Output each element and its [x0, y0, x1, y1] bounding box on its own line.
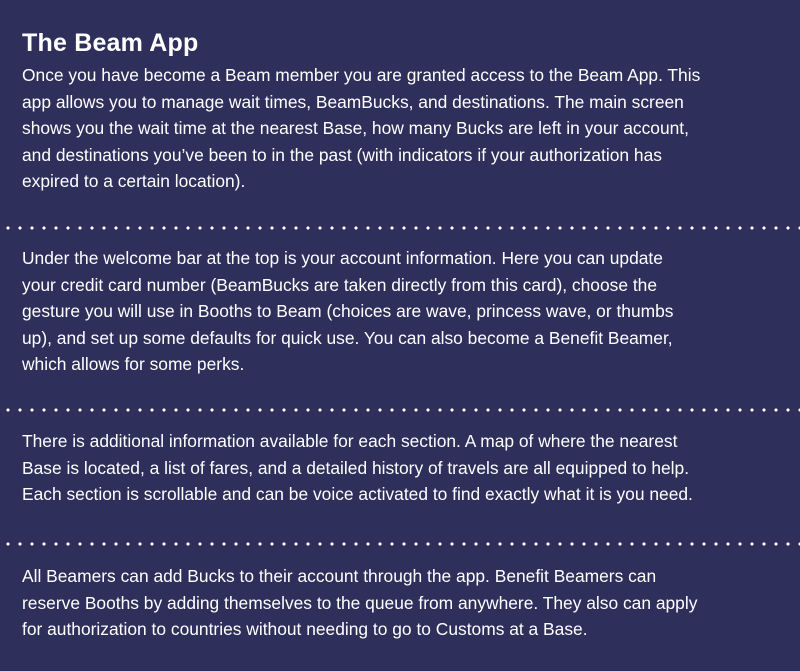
paragraph-line: reserve Booths by adding themselves to the queue from anywhere. They also can apply [22, 592, 698, 613]
paragraph-line: which allows for some perks. [22, 354, 245, 374]
page-title: The Beam App [22, 29, 199, 57]
paragraph-line: expired to a certain location). [22, 171, 246, 191]
dotted-divider [0, 226, 800, 230]
dotted-divider [0, 408, 800, 412]
paragraph-line: Under the welcome bar at the top is your account information. Here you can update [22, 248, 663, 268]
paragraph-account-info [22, 245, 674, 378]
paragraph-line: shows you the wait time at the nearest Base, how many Bucks are left in your account, [22, 118, 689, 138]
paragraph-line: app allows you to manage wait times, BeamBucks, and destinations. The main screen [22, 91, 684, 112]
paragraph-line: All Beamers can add Bucks to their account through the app. Benefit Beamers can [22, 566, 657, 586]
paragraph-line: up), and set up some defaults for quick use. You can also become a Benefit Beamer, [22, 327, 673, 348]
paragraph-line: Base is located, a list of fares, and a detailed history of travels are all equipped to help. [22, 457, 690, 478]
paragraph-line: gesture you will use in Booths to Beam (choices are wave, princess wave, or thumbs [22, 301, 674, 321]
paragraph-line: Once you have become a Beam member you are granted access to the Beam App. This [22, 65, 701, 85]
paragraph-line: and destinations you’ve been to in the past (with indicators if your authorization has [22, 144, 662, 165]
dotted-divider [0, 542, 800, 546]
paragraph-beamers [22, 563, 697, 643]
paragraph-line: your credit card number (BeamBucks are taken directly from this card), choose the [22, 274, 658, 295]
paragraph-line: Each section is scrollable and can be voice activated to find exactly what it is you need. [22, 484, 693, 504]
paragraph-additional-info [22, 428, 693, 508]
paragraph-overview [22, 62, 700, 195]
paragraph-line: for authorization to countries without needing to go to Customs at a Base. [22, 619, 588, 639]
paragraph-line: There is additional information available for each section. A map of where the nearest [22, 431, 678, 451]
